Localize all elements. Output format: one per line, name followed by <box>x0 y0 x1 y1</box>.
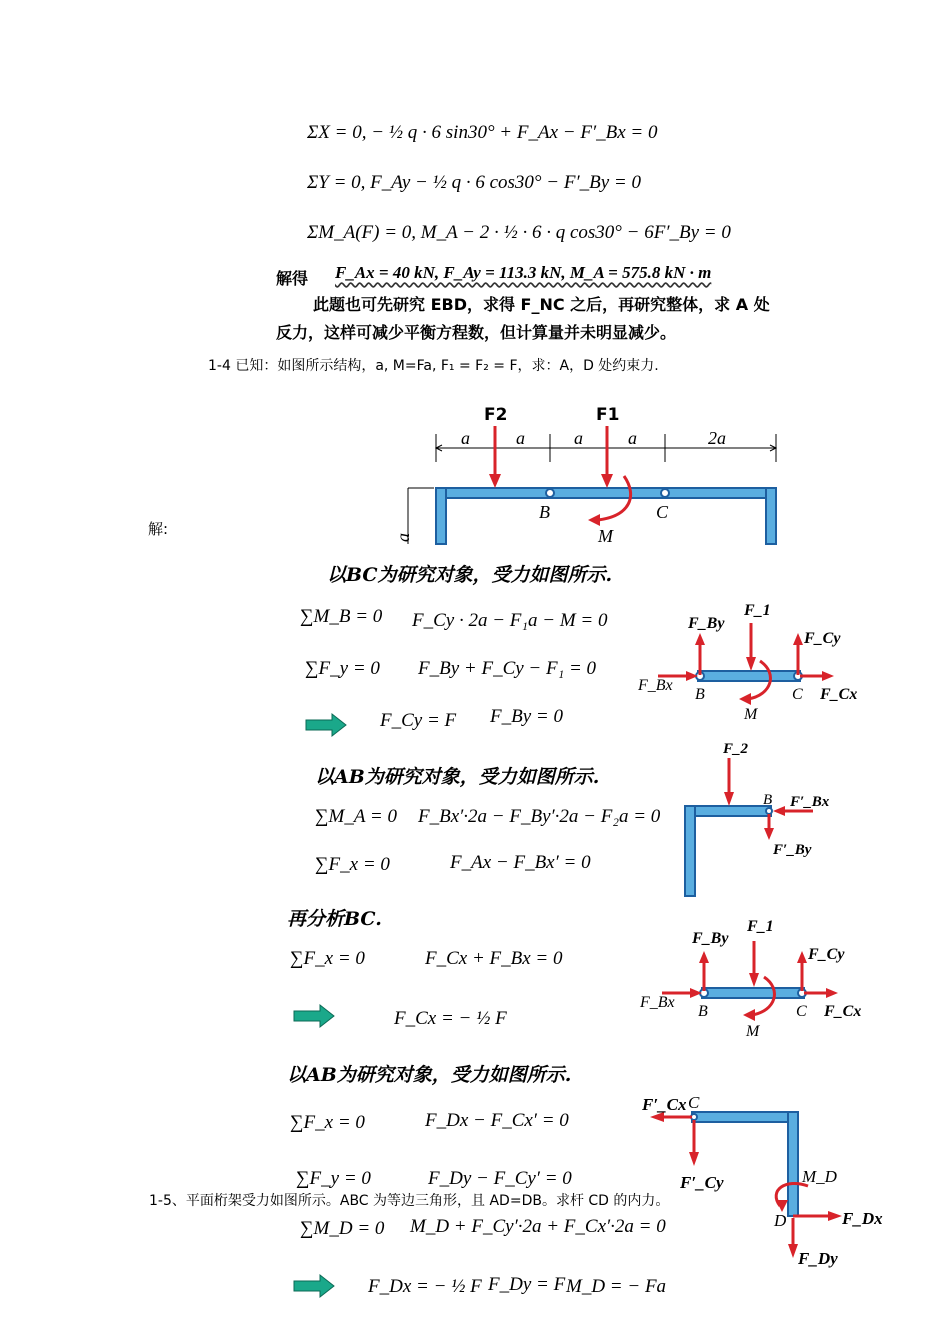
next-arrow-icon <box>294 1274 336 1303</box>
label-fdx: F_Dx <box>842 1209 883 1228</box>
bc-free-body-figure-2 <box>640 913 862 1043</box>
step2-eq-m: ∑M_A = 0 <box>315 806 397 827</box>
label-fby-prime: F′_By <box>773 842 812 858</box>
label-m: M <box>744 706 758 723</box>
label-b: B <box>698 1003 708 1020</box>
label-d: D <box>774 1211 787 1230</box>
label-fcx: F_Cx <box>824 1003 862 1020</box>
step1-eq-y-rhs: F_By + F_Cy − F₁ = 0 <box>418 658 597 679</box>
problem-1-5-statement: 1-5、平面桁架受力如图所示。ABC 为等边三角形，且 AD=DB。求杆 CD 的内力。 <box>148 1190 670 1210</box>
step4-eq-y: ∑F_y = 0 <box>296 1168 371 1189</box>
label-fcx-prime: F′_Cx <box>642 1095 687 1114</box>
label-fcx: F_Cx <box>820 686 858 703</box>
step4-eq-m-rhs: M_D + F_Cy′·2a + F_Cx′·2a = 0 <box>410 1216 666 1237</box>
label-fcy-prime: F′_Cy <box>680 1173 724 1192</box>
label-b: B <box>539 502 550 522</box>
equation-sum-x: ΣX = 0, − ½ q · 6 sin30° + F_Ax − F′_Bx = 0 <box>307 122 658 143</box>
label-f1: F_1 <box>747 918 774 935</box>
next-arrow-icon <box>306 713 348 742</box>
dim-a-4: a <box>628 428 637 448</box>
label-md: M_D <box>802 1167 837 1186</box>
result-line: F_Ax = 40 kN, F_Ay = 113.3 kN, M_A = 575.8 kN · m <box>335 263 712 282</box>
dim-a-2: a <box>516 428 525 448</box>
step4-eq-m: ∑M_D = 0 <box>300 1218 385 1239</box>
step3-result-fcx: F_Cx = − ½ F <box>394 1008 507 1029</box>
label-fcy: F_Cy <box>808 946 845 963</box>
label-b: B <box>763 792 773 808</box>
step3-heading: 再分析BC. <box>287 908 382 930</box>
label-f1: F_1 <box>744 602 771 619</box>
step1-heading: 以BC为研究对象，受力如图所示. <box>327 564 613 586</box>
step4-eq-x: ∑F_x = 0 <box>290 1112 365 1133</box>
step4-result-fdx: F_Dx = − ½ F <box>368 1276 482 1297</box>
ab-free-body-figure <box>665 738 850 893</box>
solution-label: 解: <box>148 520 169 538</box>
dim-a-vert: a <box>393 533 413 542</box>
step1-result-fcy: F_Cy = F <box>380 710 457 731</box>
cd-free-body-figure <box>636 1082 881 1272</box>
step2-eq-x: ∑F_x = 0 <box>315 854 390 875</box>
step3-eq-x: ∑F_x = 0 <box>290 948 365 969</box>
step2-eq-m-rhs: F_Bx′·2a − F_By′·2a − F₂a = 0 <box>418 806 661 827</box>
equation-sum-y: ΣY = 0, F_Ay − ½ q · 6 cos30° − F′_By = 0 <box>307 172 641 193</box>
label-fby: F_By <box>688 615 725 632</box>
label-fdy: F_Dy <box>798 1249 838 1268</box>
step3-eq-x-rhs: F_Cx + F_Bx = 0 <box>425 948 563 969</box>
note-line-2: 反力，这样可减少平衡方程数，但计算量并未明显减少。 <box>276 323 677 342</box>
label-f1: F1 <box>596 405 620 425</box>
equation-sum-moment: ΣM_A(F) = 0, M_A − 2 · ½ · 6 · q cos30° − 6F′_By = 0 <box>307 222 731 243</box>
label-b: B <box>695 686 705 703</box>
dim-a-3: a <box>574 428 583 448</box>
dim-a-1: a <box>461 428 470 448</box>
note-line-1: 此题也可先研究 EBD，求得 F_NC 之后，再研究整体，求 A 处 <box>313 295 770 314</box>
structure-figure <box>393 396 838 546</box>
label-f2: F_2 <box>723 741 749 757</box>
label-c: C <box>656 502 669 522</box>
label-fcy: F_Cy <box>804 630 841 647</box>
step1-eq-m: ∑M_B = 0 <box>300 606 383 627</box>
dim-2a: 2a <box>708 428 726 448</box>
step4-heading: 以AB为研究对象，受力如图所示. <box>287 1064 572 1086</box>
bc-free-body-figure <box>638 595 858 725</box>
label-c: C <box>792 686 803 703</box>
step4-eq-x-rhs: F_Dx − F_Cx′ = 0 <box>425 1110 569 1131</box>
step2-heading: 以AB为研究对象，受力如图所示. <box>315 766 600 788</box>
step4-result-fdy: F_Dy = F <box>488 1274 566 1295</box>
label-fbx: F_Bx <box>640 994 675 1011</box>
step1-result-fby: F_By = 0 <box>490 706 563 727</box>
label-m: M <box>746 1023 760 1040</box>
label-m: M <box>598 526 613 546</box>
label-c: C <box>796 1003 807 1020</box>
step4-eq-y-rhs: F_Dy − F_Cy′ = 0 <box>428 1168 572 1189</box>
solve-label: 解得 <box>276 269 309 288</box>
next-arrow-icon <box>294 1004 336 1033</box>
step4-result-md: M_D = − Fa <box>566 1276 667 1297</box>
step2-eq-x-rhs: F_Ax − F_Bx′ = 0 <box>450 852 591 873</box>
problem-1-4-statement: 1-4 已知：如图所示结构，a, M=Fa, F₁ = F₂ = F，求：A，D 处约束力. <box>208 358 659 374</box>
label-fby: F_By <box>692 930 729 947</box>
label-fbx: F_Bx <box>638 677 673 694</box>
label-fbx-prime: F′_Bx <box>790 794 830 810</box>
label-f2: F2 <box>484 405 508 425</box>
step1-eq-m-rhs: F_Cy · 2a − F₁a − M = 0 <box>412 610 608 631</box>
step1-eq-y: ∑F_y = 0 <box>305 658 380 679</box>
label-c: C <box>688 1093 700 1112</box>
